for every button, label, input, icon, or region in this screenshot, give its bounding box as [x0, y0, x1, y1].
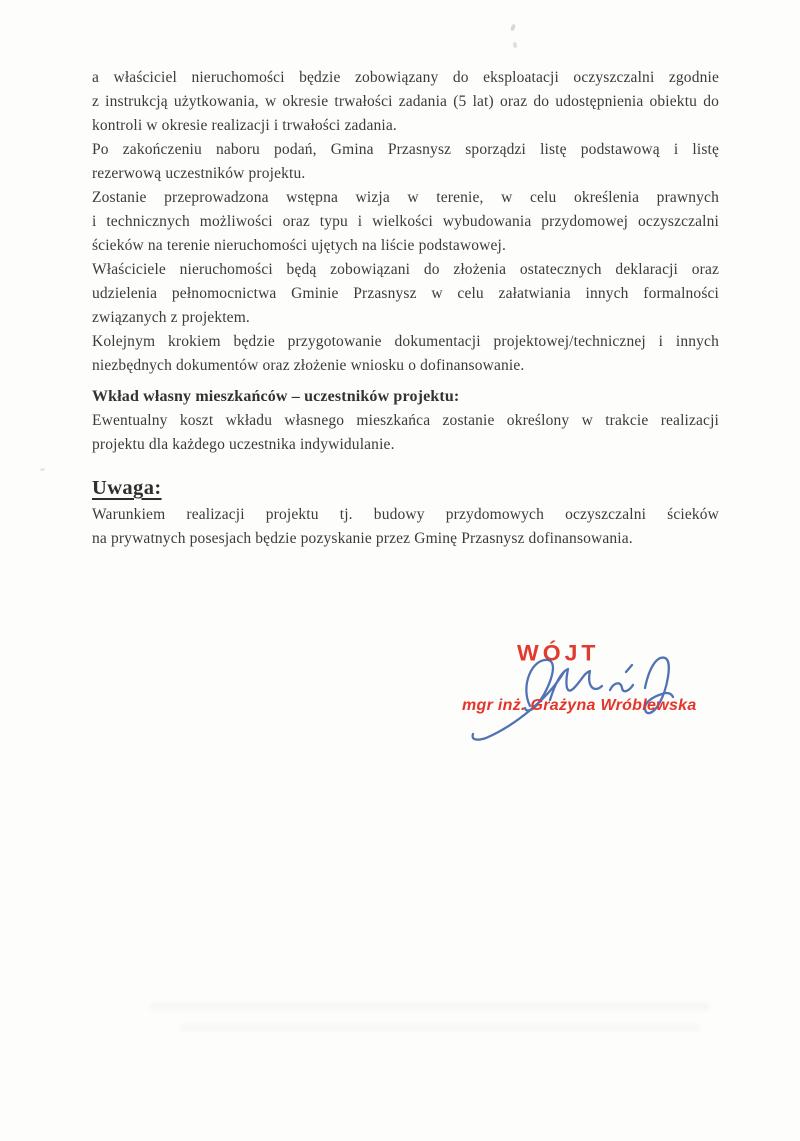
body-line: na prywatnych posesjach będzie pozyskanie przez Gminę Przasnysz dofinansowania.: [92, 530, 633, 547]
body-line: Ewentualny koszt wkładu własnego mieszkańca zostanie określony w trakcie realizacji: [92, 412, 719, 429]
body-line: kontroli w okresie realizacji i trwałości zadania.: [92, 117, 397, 134]
body-line: Zostanie przeprowadzona wstępna wizja w terenie, w celu określenia prawnych: [92, 189, 719, 206]
contribution-heading: Wkład własny mieszkańców – uczestników projektu:: [92, 388, 460, 405]
body-line: niezbędnych dokumentów oraz złożenie wniosku o dofinansowanie.: [92, 357, 525, 374]
body-line: z instrukcją użytkowania, w okresie trwałości zadania (5 lat) oraz do udostępnienia obiektu do: [92, 93, 719, 110]
scan-artifact: [40, 468, 45, 471]
scan-bleedthrough: [150, 1003, 710, 1010]
body-line: Warunkiem realizacji projektu tj. budowy przydomowych oczyszczalni ścieków: [92, 506, 719, 523]
mayor-title-stamp: WÓJT: [517, 640, 600, 666]
body-line: i technicznych możliwości oraz typu i wielkości wybudowania przydomowej oczyszczalni: [92, 213, 719, 230]
body-line: projektu dla każdego uczestnika indywidulanie.: [92, 436, 395, 453]
scan-bleedthrough: [180, 1024, 700, 1031]
body-line: Kolejnym krokiem będzie przygotowanie dokumentacji projektowej/technicznej i innych: [92, 333, 719, 350]
body-line: a właściciel nieruchomości będzie zobowiązany do eksploatacji oczyszczalni zgodnie: [92, 69, 719, 86]
document-body-text: [92, 66, 719, 551]
scan-artifact: [510, 24, 516, 32]
body-line: udzielenia pełnomocnictwa Gminie Przasnysz w celu załatwiania innych formalności: [92, 285, 719, 302]
body-line: związanych z projektem.: [92, 309, 250, 326]
scan-artifact: [513, 42, 518, 49]
body-line: Po zakończeniu naboru podań, Gmina Przasnysz sporządzi listę podstawową i listę: [92, 141, 719, 158]
body-line: Właściciele nieruchomości będą zobowiązani do złożenia ostatecznych deklaracji oraz: [92, 261, 719, 278]
note-heading: Uwaga:: [92, 477, 162, 499]
body-line: ścieków na terenie nieruchomości ujętych na liście podstawowej.: [92, 237, 507, 254]
body-line: rezerwową uczestników projektu.: [92, 165, 306, 182]
signer-name-stamp: mgr inż. Grażyna Wróblewska: [462, 697, 697, 714]
